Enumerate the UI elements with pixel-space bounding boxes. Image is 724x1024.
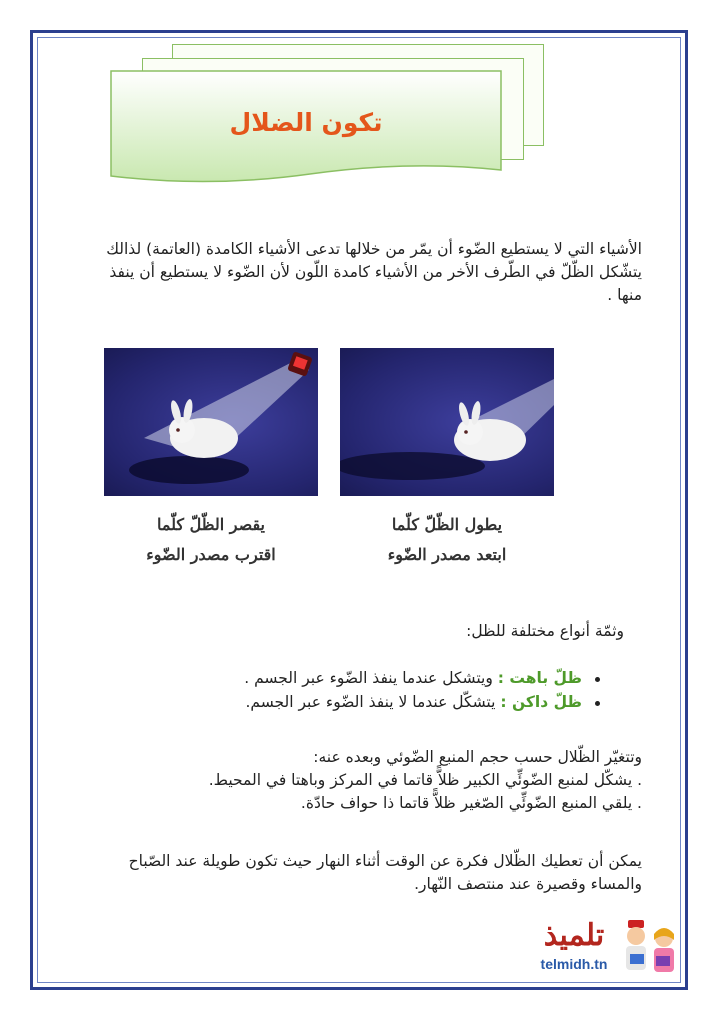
- shadow-type-description: يتشكّل عندما لا ينفذ الضّوء عبر الجسم.: [245, 693, 496, 711]
- long-shadow-caption: [340, 510, 554, 570]
- shadow-type-term: ظلّ باهت :: [497, 669, 582, 687]
- caption-line: يقصر الظّلّ كلّما: [157, 515, 265, 534]
- site-logo: [526, 916, 686, 986]
- caption-line: ابتعد مصدر الضّوء: [387, 545, 507, 564]
- shadow-type-description: ويتشكل عندما ينفذ الضّوء عبر الجسم .: [244, 669, 493, 687]
- shadow-type-term: ظلّ داكن :: [500, 693, 582, 711]
- intro-paragraph: الأشياء التي لا يستطيع الضّوء أن يمّر من خلالها تدعى الأشياء الكامدة (العاتمة) لذالك يتشّكل الظّلّ في الطّرف الأخر من الأشياء كامدة اللّون لأن الضّوء لا يستطيع أن ينفذ منها .: [106, 240, 642, 304]
- caption-line: اقترب مصدر الضّوء: [146, 545, 276, 564]
- bullet-icon: [595, 701, 600, 706]
- list-item: [100, 690, 582, 714]
- shadow-types-list: [100, 666, 582, 714]
- bullet-icon: [595, 677, 600, 682]
- page-title: تكون الضلال: [229, 108, 383, 137]
- short-shadow-caption: [104, 510, 318, 570]
- kids-reading-icon: [622, 920, 682, 982]
- rabbit-short-shadow-photo: [104, 348, 318, 496]
- closing-paragraph: يمكن أن تعطيك الظّلال فكرة عن الوقت أثناء النهار حيث تكون طويلة عند الصّباح والمساء وقصيرة عند منتصف النّهار.: [128, 852, 642, 893]
- logo-latin-text: telmidh.tn: [540, 956, 608, 972]
- shadow-variation-paragraph: [100, 746, 642, 815]
- rabbit-long-shadow-photo: [340, 348, 554, 496]
- list-item: [100, 666, 582, 690]
- shadow-types-intro: وثمّة أنواع مختلفة للظل:: [466, 622, 624, 640]
- text-line: وتتغيّر الظّلال حسب حجم المنبع الضّوئي وبعده عنه:: [313, 748, 642, 766]
- logo-arabic-text: تلميذ: [543, 918, 605, 953]
- caption-line: يطول الظّلّ كلّما: [391, 515, 503, 534]
- text-line: . يلقي المنبع الضّوئِّي الصّغير ظلاًّ قاتما ذا حواف حادّة.: [300, 794, 642, 812]
- text-line: . يشكّل لمنبع الضّوئِّي الكبير ظلاًّ قاتما في المركز وباهتا في المحيط.: [208, 771, 642, 789]
